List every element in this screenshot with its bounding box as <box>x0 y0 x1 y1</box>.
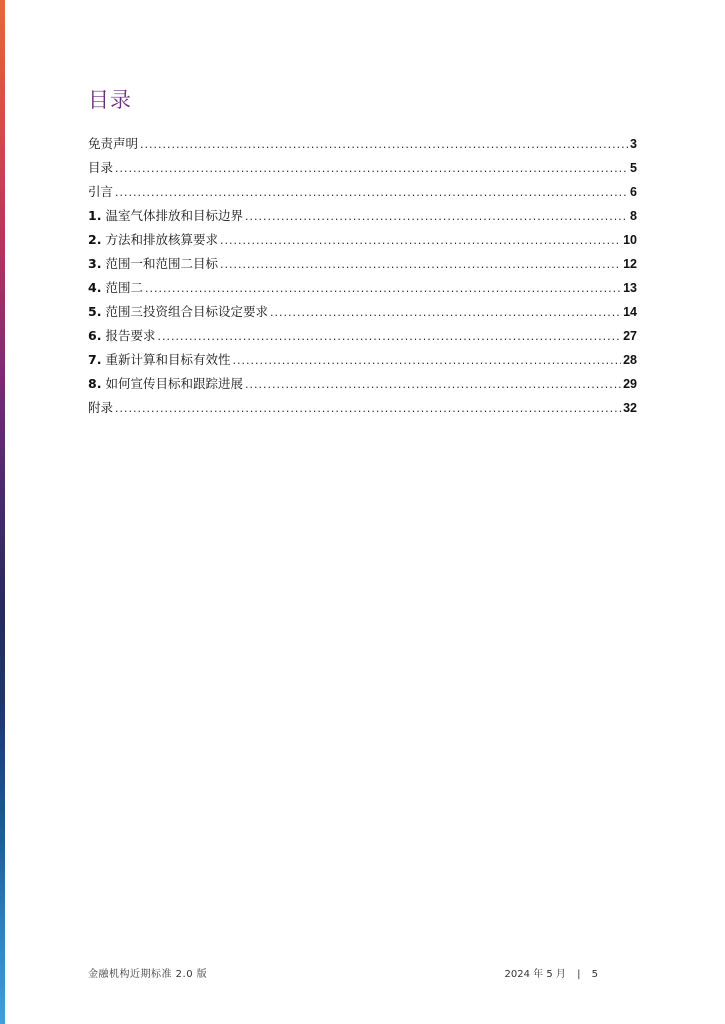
toc-entry-introduction[interactable] <box>88 180 637 204</box>
toc-entry-page: 27 <box>623 329 637 343</box>
toc-entry-number: 8. <box>88 376 102 391</box>
toc-entry-number: 1. <box>88 208 102 223</box>
table-of-contents <box>88 132 637 420</box>
toc-entry-label: 报告要求 <box>105 328 156 343</box>
decorative-gradient-bar <box>0 0 5 1024</box>
toc-entry-number: 2. <box>88 232 102 247</box>
toc-entry-page: 10 <box>623 233 637 247</box>
toc-entry-label: 范围二 <box>105 280 143 295</box>
toc-leader-dots <box>232 349 621 373</box>
toc-entry-page: 28 <box>623 353 637 367</box>
toc-entry-number: 7. <box>88 352 102 367</box>
toc-entry-page: 3 <box>630 137 637 151</box>
toc-entry-number: 4. <box>88 280 102 295</box>
toc-entry-label: 重新计算和目标有效性 <box>105 352 231 367</box>
footer-date: 2024 年 5 月 <box>504 969 566 980</box>
toc-entry-page: 6 <box>630 185 637 199</box>
toc-entry-page: 5 <box>630 161 637 175</box>
footer-separator: | <box>577 969 581 980</box>
toc-entry-section-6[interactable] <box>88 324 637 348</box>
toc-entry-page: 13 <box>623 281 637 295</box>
toc-entry-number: 5. <box>88 304 102 319</box>
toc-entry-contents[interactable] <box>88 156 637 180</box>
toc-entry-label: 方法和排放核算要求 <box>105 232 218 247</box>
toc-entry-section-2[interactable] <box>88 228 637 252</box>
toc-entry-label: 温室气体排放和目标边界 <box>105 208 243 223</box>
toc-entry-page: 14 <box>623 305 637 319</box>
toc-entry-page: 29 <box>623 377 637 391</box>
footer-page-number: 5 <box>591 969 598 980</box>
toc-leader-dots <box>245 373 621 397</box>
toc-leader-dots <box>115 157 628 181</box>
toc-entry-page: 8 <box>630 209 637 223</box>
toc-entry-page: 12 <box>623 257 637 271</box>
toc-entry-section-7[interactable] <box>88 348 637 372</box>
toc-entry-number: 3. <box>88 256 102 271</box>
toc-entry-section-5[interactable] <box>88 300 637 324</box>
toc-entry-label: 免责声明 <box>88 136 139 151</box>
toc-entry-label: 附录 <box>88 400 114 415</box>
toc-leader-dots <box>157 325 621 349</box>
toc-entry-number: 6. <box>88 328 102 343</box>
toc-entry-section-8[interactable] <box>88 372 637 396</box>
page-title: 目录 <box>88 88 132 112</box>
toc-entry-page: 32 <box>623 401 637 415</box>
toc-leader-dots <box>115 397 621 421</box>
toc-entry-appendix[interactable] <box>88 396 637 420</box>
toc-entry-section-4[interactable] <box>88 276 637 300</box>
toc-leader-dots <box>270 301 621 325</box>
toc-entry-label: 引言 <box>88 184 114 199</box>
toc-entry-section-3[interactable] <box>88 252 637 276</box>
toc-entry-label: 范围三投资组合目标设定要求 <box>105 304 268 319</box>
footer-page-info <box>505 965 598 980</box>
toc-leader-dots <box>140 133 628 157</box>
toc-entry-label: 如何宣传目标和跟踪进展 <box>105 376 243 391</box>
toc-leader-dots <box>220 229 621 253</box>
toc-leader-dots <box>115 181 628 205</box>
toc-entry-label: 范围一和范围二目标 <box>105 256 218 271</box>
toc-leader-dots <box>145 277 621 301</box>
toc-entry-disclaimer[interactable] <box>88 132 637 156</box>
footer-document-title: 金融机构近期标准 2.0 版 <box>88 969 208 980</box>
toc-leader-dots <box>245 205 628 229</box>
toc-entry-section-1[interactable] <box>88 204 637 228</box>
toc-entry-label: 目录 <box>88 160 114 175</box>
toc-leader-dots <box>220 253 621 277</box>
